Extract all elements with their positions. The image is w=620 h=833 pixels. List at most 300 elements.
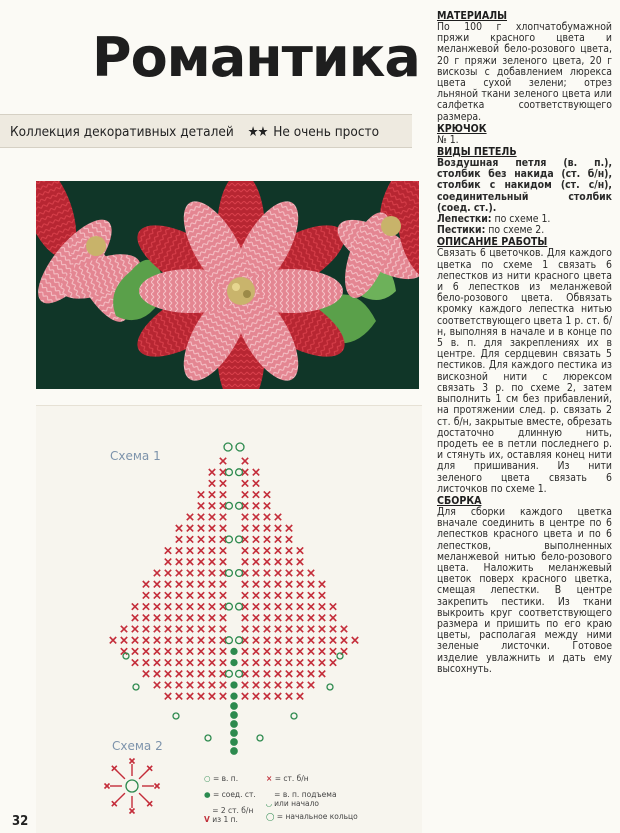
petals-value: по схеме 1. xyxy=(494,213,551,226)
stitch-sc-mark xyxy=(176,592,182,598)
stitch-sc-mark xyxy=(253,491,259,497)
stitch-chain-mark xyxy=(226,536,233,543)
stitch-sc-mark xyxy=(198,514,204,520)
stitch-sc-mark xyxy=(275,671,281,677)
stitch-sc-mark xyxy=(143,592,149,598)
stitch-sc-mark xyxy=(209,570,215,576)
stitch-sc-mark xyxy=(154,603,160,609)
stitch-slip-mark xyxy=(231,703,237,709)
legend-vp-text: = в. п. xyxy=(212,774,239,783)
stitch-sc-mark xyxy=(198,503,204,509)
stitch-sc-mark xyxy=(187,603,193,609)
stitch-sc-mark xyxy=(187,581,193,587)
petals-label: Лепестки: xyxy=(437,213,492,226)
stitch-sc-mark xyxy=(176,659,182,665)
stitch-sc-mark xyxy=(341,626,347,632)
stitch-sc-mark xyxy=(264,503,270,509)
stitch-sc-mark xyxy=(165,693,171,699)
stitch-sc-mark xyxy=(209,648,215,654)
stitch-chain-mark xyxy=(133,684,139,690)
stitch-sc-mark xyxy=(308,659,314,665)
stitch-sc-mark xyxy=(319,592,325,598)
work-heading: ОПИСАНИЕ РАБОТЫ xyxy=(437,236,548,249)
stitch-sc-mark xyxy=(253,514,259,520)
stitch-sc-mark xyxy=(143,581,149,587)
stitch-sc-mark xyxy=(319,603,325,609)
stitch-sc-mark xyxy=(297,570,303,576)
stitch-sc-mark xyxy=(187,615,193,621)
legend-ring-text: = начальное кольцо xyxy=(276,812,358,821)
stitch-slip-mark xyxy=(231,730,237,736)
stitch-sc-mark xyxy=(220,480,226,486)
stitch-sc-mark xyxy=(275,547,281,553)
stitch-sc-mark xyxy=(253,525,259,531)
stitch-sc-mark xyxy=(198,547,204,553)
stitch-sc-mark xyxy=(220,693,226,699)
flower-photo xyxy=(36,181,419,389)
stitch-sc-mark xyxy=(319,626,325,632)
stitch-sc-mark xyxy=(286,637,292,643)
stitch-sc-mark xyxy=(286,659,292,665)
stitch-sc-mark xyxy=(112,801,117,806)
stitch-sc-mark xyxy=(308,637,314,643)
stitch-sc-mark xyxy=(264,637,270,643)
stitch-sc-mark xyxy=(154,570,160,576)
stitch-sc-mark xyxy=(165,603,171,609)
scheme-2-ray xyxy=(116,770,124,778)
stitch-sc-mark xyxy=(253,682,259,688)
stitch-sc-mark xyxy=(352,637,358,643)
difficulty-stars-icon: ★★ xyxy=(247,124,268,140)
stitch-sc-mark xyxy=(253,659,259,665)
stitch-sc-mark xyxy=(209,671,215,677)
stitch-sc-mark xyxy=(198,581,204,587)
stitch-sc-mark xyxy=(286,603,292,609)
stitch-slip-mark xyxy=(231,721,237,727)
stitch-sc-mark xyxy=(275,615,281,621)
stitch-sc-mark xyxy=(143,671,149,677)
stitches-body: Воздушная петля (в. п.), столбик без накида (ст. б/н), столбик с накидом (ст. с/н), соединительный столбик (соед. ст.). xyxy=(437,157,612,214)
stitch-sc-mark xyxy=(121,626,127,632)
stitch-sc-mark xyxy=(308,615,314,621)
stitch-chain-mark xyxy=(226,469,233,476)
stitch-chain-mark xyxy=(205,735,211,741)
stitch-sc-mark xyxy=(297,682,303,688)
stitch-sc-mark xyxy=(132,648,138,654)
stitch-sc-mark xyxy=(220,581,226,587)
hook-text: № 1. xyxy=(437,133,459,146)
stitch-sc-mark xyxy=(187,525,193,531)
stitch-sc-mark xyxy=(253,559,259,565)
stitch-sc-mark xyxy=(176,547,182,553)
stitch-sc-mark xyxy=(110,637,116,643)
stitch-sc-mark xyxy=(264,514,270,520)
pistils-value: по схеме 2. xyxy=(488,224,545,237)
stitch-sc-mark xyxy=(253,469,259,475)
stitches-text xyxy=(437,158,612,214)
pistils-line xyxy=(437,225,612,236)
stitch-sc-mark xyxy=(319,648,325,654)
stitch-sc-mark xyxy=(198,626,204,632)
stitch-sc-mark xyxy=(132,603,138,609)
stitch-chain-mark xyxy=(224,443,232,451)
stitch-sc-mark xyxy=(132,615,138,621)
stitch-sc-mark xyxy=(286,682,292,688)
stitch-chain-mark xyxy=(226,670,233,677)
stitch-sc-mark xyxy=(220,458,226,464)
stitch-sc-mark xyxy=(105,784,110,789)
stitch-chain-mark xyxy=(236,570,243,577)
stitch-sc-mark xyxy=(319,671,325,677)
stitch-sc-mark xyxy=(147,801,152,806)
stitch-sc-mark xyxy=(297,671,303,677)
stitch-sc-mark xyxy=(242,682,248,688)
stitch-sc-mark xyxy=(187,671,193,677)
stitch-sc-mark xyxy=(198,648,204,654)
stitch-sc-mark xyxy=(154,637,160,643)
legend-vp: ○ = в. п. xyxy=(204,774,239,783)
stitch-sc-mark xyxy=(112,766,117,771)
stitch-sc-mark xyxy=(275,659,281,665)
stitch-sc-mark xyxy=(253,648,259,654)
stitch-sc-mark xyxy=(297,659,303,665)
stitch-sc-mark xyxy=(319,581,325,587)
stitch-chain-mark xyxy=(226,637,233,644)
stitch-sc-mark xyxy=(209,536,215,542)
stitch-sc-mark xyxy=(187,626,193,632)
stitch-chain-mark xyxy=(226,502,233,509)
stitch-sc-mark xyxy=(198,570,204,576)
assembly-text: Для сборки каждого цветка вначале соединить в центре по 6 лепестков красного цвета и по 6 лепестков, выполненных меланжевой нитью бело-розового цвета. Наложить меланжевый цветок поверх красного цветка, смещая лепестки. В центре закрепить пестики. Из ткани выкроить круг соответствующего размера и пришить по его краю цветы, располагая между ними зеленые листочки. Готовое изделие увлажнить и дать ему высохнуть. xyxy=(437,505,612,675)
stitch-sc-mark xyxy=(187,514,193,520)
stitch-sc-mark xyxy=(209,682,215,688)
stitch-sc-mark xyxy=(308,592,314,598)
stitch-sc-mark xyxy=(165,581,171,587)
stitch-slip-mark xyxy=(231,648,237,654)
stitch-sc-mark xyxy=(165,659,171,665)
stitch-sc-mark xyxy=(130,759,135,764)
stitch-sc-mark xyxy=(264,491,270,497)
stitch-sc-mark xyxy=(286,536,292,542)
stitch-sc-mark xyxy=(264,592,270,598)
stitch-sc-mark xyxy=(165,592,171,598)
stitch-chain-mark xyxy=(236,603,243,610)
stitch-sc-mark xyxy=(143,648,149,654)
stitch-sc-mark xyxy=(253,547,259,553)
stitch-sc-mark xyxy=(253,480,259,486)
stitch-sc-mark xyxy=(264,570,270,576)
stitch-sc-mark xyxy=(187,682,193,688)
stitch-sc-mark xyxy=(198,536,204,542)
stitch-sc-mark xyxy=(297,547,303,553)
stitch-sc-mark xyxy=(275,559,281,565)
stitch-sc-mark xyxy=(253,603,259,609)
stitch-slip-mark xyxy=(231,693,237,699)
instructions-column xyxy=(437,10,612,675)
stitch-sc-mark xyxy=(264,547,270,553)
stitches-heading: ВИДЫ ПЕТЕЛЬ xyxy=(437,146,517,159)
stitch-sc-mark xyxy=(220,559,226,565)
stitch-sc-mark xyxy=(308,682,314,688)
stitch-sc-mark xyxy=(198,659,204,665)
stitch-sc-mark xyxy=(198,637,204,643)
stitch-sc-mark xyxy=(253,693,259,699)
stitch-sc-mark xyxy=(308,570,314,576)
stitch-sc-mark xyxy=(198,615,204,621)
stitch-sc-mark xyxy=(242,514,248,520)
scheme-2-label: Схема 2 xyxy=(112,739,163,753)
stitch-sc-mark xyxy=(242,659,248,665)
stitch-sc-mark xyxy=(154,581,160,587)
stitch-sc-mark xyxy=(319,615,325,621)
stitch-sc-mark xyxy=(165,547,171,553)
difficulty-label: Не очень просто xyxy=(273,124,380,140)
scheme-1-diagram xyxy=(36,406,422,833)
stitch-sc-mark xyxy=(253,637,259,643)
stitch-sc-mark xyxy=(198,603,204,609)
stitch-chain-mark xyxy=(236,469,243,476)
stitch-sc-mark xyxy=(187,536,193,542)
stitch-sc-mark xyxy=(176,626,182,632)
stitch-sc-mark xyxy=(253,626,259,632)
stitch-sc-mark xyxy=(275,525,281,531)
stitch-sc-mark xyxy=(242,547,248,553)
stitch-chain-mark xyxy=(226,603,233,610)
stitch-sc-mark xyxy=(165,570,171,576)
stitch-sc-mark xyxy=(308,603,314,609)
stitch-slip-mark xyxy=(231,748,237,754)
stitch-sc-mark xyxy=(165,682,171,688)
stitch-sc-mark xyxy=(220,682,226,688)
stitch-sc-mark xyxy=(264,682,270,688)
stitch-chain-mark xyxy=(173,713,179,719)
stitch-sc-mark xyxy=(308,671,314,677)
legend-two-st-text: = 2 ст. б/н из 1 п. xyxy=(212,806,254,824)
stitch-sc-mark xyxy=(264,525,270,531)
stitch-sc-mark xyxy=(330,615,336,621)
stitch-sc-mark xyxy=(253,570,259,576)
stitch-sc-mark xyxy=(176,648,182,654)
pistils-label: Пестики: xyxy=(437,224,486,237)
stitch-sc-mark xyxy=(209,615,215,621)
legend-soed: ● = соед. ст. xyxy=(204,790,256,799)
stitch-sc-mark xyxy=(198,682,204,688)
stitch-sc-mark xyxy=(275,693,281,699)
stitch-sc-mark xyxy=(264,581,270,587)
collection-label: Коллекция декоративных деталей xyxy=(10,124,234,140)
stitch-sc-mark xyxy=(176,536,182,542)
stitch-sc-mark xyxy=(176,570,182,576)
stitch-sc-mark xyxy=(176,682,182,688)
stitch-sc-mark xyxy=(187,559,193,565)
stitch-sc-mark xyxy=(330,626,336,632)
stitch-sc-mark xyxy=(253,581,259,587)
stitch-sc-mark xyxy=(297,637,303,643)
stitch-sc-mark xyxy=(187,648,193,654)
stitch-sc-mark xyxy=(297,592,303,598)
stitch-sc-mark xyxy=(198,525,204,531)
stitch-chain-mark xyxy=(327,684,333,690)
stitch-sc-mark xyxy=(275,536,281,542)
stitch-chain-mark xyxy=(126,780,138,792)
stitch-sc-mark xyxy=(308,581,314,587)
stitch-sc-mark xyxy=(220,615,226,621)
stitch-sc-mark xyxy=(176,559,182,565)
hook-heading: КРЮЧОК xyxy=(437,122,487,135)
stitch-chain-mark xyxy=(291,713,297,719)
stitch-sc-mark xyxy=(275,570,281,576)
stitch-sc-mark xyxy=(297,559,303,565)
stitch-sc-mark xyxy=(209,547,215,553)
stitch-sc-mark xyxy=(264,671,270,677)
stitch-sc-mark xyxy=(154,648,160,654)
stitch-sc-mark xyxy=(143,603,149,609)
stitch-sc-mark xyxy=(130,809,135,814)
stitch-sc-mark xyxy=(308,626,314,632)
stitch-sc-mark xyxy=(209,637,215,643)
stitch-sc-mark xyxy=(275,581,281,587)
stitch-sc-mark xyxy=(198,693,204,699)
stitch-sc-mark xyxy=(275,514,281,520)
stitch-sc-mark xyxy=(143,637,149,643)
stitch-sc-mark xyxy=(242,458,248,464)
page-title: Романтика xyxy=(92,26,420,89)
stitch-sc-mark xyxy=(187,547,193,553)
stitch-sc-mark xyxy=(198,592,204,598)
stitch-sc-mark xyxy=(253,536,259,542)
stitch-sc-mark xyxy=(209,581,215,587)
stitch-sc-mark xyxy=(220,648,226,654)
legend-soed-text: = соед. ст. xyxy=(212,790,256,799)
stitch-sc-mark xyxy=(275,592,281,598)
stitch-sc-mark xyxy=(209,514,215,520)
stitch-sc-mark xyxy=(220,547,226,553)
stitch-slip-mark xyxy=(231,682,237,688)
stitch-sc-mark xyxy=(242,592,248,598)
stitch-sc-mark xyxy=(253,592,259,598)
stitch-sc-mark xyxy=(264,536,270,542)
stitch-sc-mark xyxy=(187,637,193,643)
stitch-sc-mark xyxy=(264,659,270,665)
stitch-sc-mark xyxy=(154,682,160,688)
stitch-chain-mark xyxy=(236,637,243,644)
stitch-sc-mark xyxy=(275,626,281,632)
stitch-sc-mark xyxy=(209,559,215,565)
work-text: Связать 6 цветочков. Для каждого цветка по схеме 1 связать 6 лепестков из нити красного цвета и 6 лепестков из меланжевой бело-розового цвета. Обвязать кромку каждого лепестка нитью соответствующего цвета 1 р. ст. б/н, выполняя в начале и в конце по 5 в. п. для закреплениях их в центре. Для сердцевин связать 5 пестиков. Для каждого пестика из вискозной нити с люрексом связать 3 р. по схеме 2, затем выполнить 1 см без прибавлений, на протяжении след. р. связать 2 ст. б/н, закрытые вместе, обрезать достаточно длинную нить, продеть ее в петли последнего р. и стянуть их, оставляя конец нити для пришивания. Из нити зеленого цвета связать 6 листочков по схеме 1. xyxy=(437,247,612,495)
stitch-sc-mark xyxy=(275,637,281,643)
stitch-chain-mark xyxy=(226,570,233,577)
legend-stbn-text: = ст. б/н xyxy=(274,774,309,783)
stitch-sc-mark xyxy=(176,581,182,587)
stitch-sc-mark xyxy=(220,491,226,497)
stitch-sc-mark xyxy=(209,592,215,598)
stitch-sc-mark xyxy=(330,637,336,643)
stitch-slip-mark xyxy=(231,712,237,718)
scheme-2-ray xyxy=(116,793,124,801)
stitch-sc-mark xyxy=(242,559,248,565)
stitch-sc-mark xyxy=(220,626,226,632)
assembly-heading: СБОРКА xyxy=(437,494,482,507)
stitch-sc-mark xyxy=(176,693,182,699)
stitch-sc-mark xyxy=(330,603,336,609)
stitch-sc-mark xyxy=(176,637,182,643)
stitch-sc-mark xyxy=(165,648,171,654)
stitch-sc-mark xyxy=(308,648,314,654)
stitch-chain-mark xyxy=(257,735,263,741)
stitch-sc-mark xyxy=(154,626,160,632)
stitch-sc-mark xyxy=(165,637,171,643)
stitch-slip-mark xyxy=(231,660,237,666)
stitch-sc-mark xyxy=(242,525,248,531)
stitch-sc-mark xyxy=(242,491,248,497)
stitch-sc-mark xyxy=(242,648,248,654)
stitch-sc-mark xyxy=(286,581,292,587)
stitch-sc-mark xyxy=(198,491,204,497)
page-number: 32 xyxy=(12,814,29,829)
poinsettia-illustration xyxy=(36,181,419,389)
stitch-sc-mark xyxy=(198,671,204,677)
legend-podem: ◡ = в. п. подъема или начало xyxy=(266,790,349,808)
stitch-sc-mark xyxy=(209,503,215,509)
stitch-sc-mark xyxy=(297,648,303,654)
stitch-sc-mark xyxy=(187,659,193,665)
stitch-sc-mark xyxy=(209,480,215,486)
stitch-sc-mark xyxy=(165,615,171,621)
stitch-sc-mark xyxy=(286,559,292,565)
stitch-sc-mark xyxy=(209,525,215,531)
stitch-sc-mark xyxy=(319,637,325,643)
legend-podem-text: = в. п. подъема или начало xyxy=(274,790,337,808)
stitch-chain-mark xyxy=(236,502,243,509)
stitch-sc-mark xyxy=(147,766,152,771)
stitch-sc-mark xyxy=(297,603,303,609)
stitch-sc-mark xyxy=(155,784,160,789)
stitch-sc-mark xyxy=(253,671,259,677)
stitch-sc-mark xyxy=(286,626,292,632)
stitch-sc-mark xyxy=(176,603,182,609)
stitch-sc-mark xyxy=(275,682,281,688)
stitch-sc-mark xyxy=(187,693,193,699)
stitch-sc-mark xyxy=(154,592,160,598)
stitch-sc-mark xyxy=(187,570,193,576)
legend-two-st: V = 2 ст. б/н из 1 п. xyxy=(204,806,262,824)
stitch-sc-mark xyxy=(198,559,204,565)
stitch-sc-mark xyxy=(341,637,347,643)
stitch-sc-mark xyxy=(242,480,248,486)
stitch-sc-mark xyxy=(242,581,248,587)
stitch-sc-mark xyxy=(264,615,270,621)
stitch-sc-mark xyxy=(209,626,215,632)
stitch-sc-mark xyxy=(297,581,303,587)
stitch-sc-mark xyxy=(143,615,149,621)
stitch-sc-mark xyxy=(242,626,248,632)
crochet-scheme-area xyxy=(36,405,422,833)
stitch-chain-mark xyxy=(337,653,343,659)
stitch-sc-mark xyxy=(286,547,292,553)
stitch-sc-mark xyxy=(143,659,149,665)
stitch-chain-mark xyxy=(236,670,243,677)
stitch-sc-mark xyxy=(165,626,171,632)
stitch-sc-mark xyxy=(209,491,215,497)
stitch-sc-mark xyxy=(264,603,270,609)
stitch-sc-mark xyxy=(264,626,270,632)
stitch-sc-mark xyxy=(132,659,138,665)
stitch-sc-mark xyxy=(154,671,160,677)
collection-banner xyxy=(0,114,412,148)
stitch-sc-mark xyxy=(209,603,215,609)
materials-heading: МАТЕРИАЛЫ xyxy=(437,10,508,22)
stitch-sc-mark xyxy=(286,693,292,699)
